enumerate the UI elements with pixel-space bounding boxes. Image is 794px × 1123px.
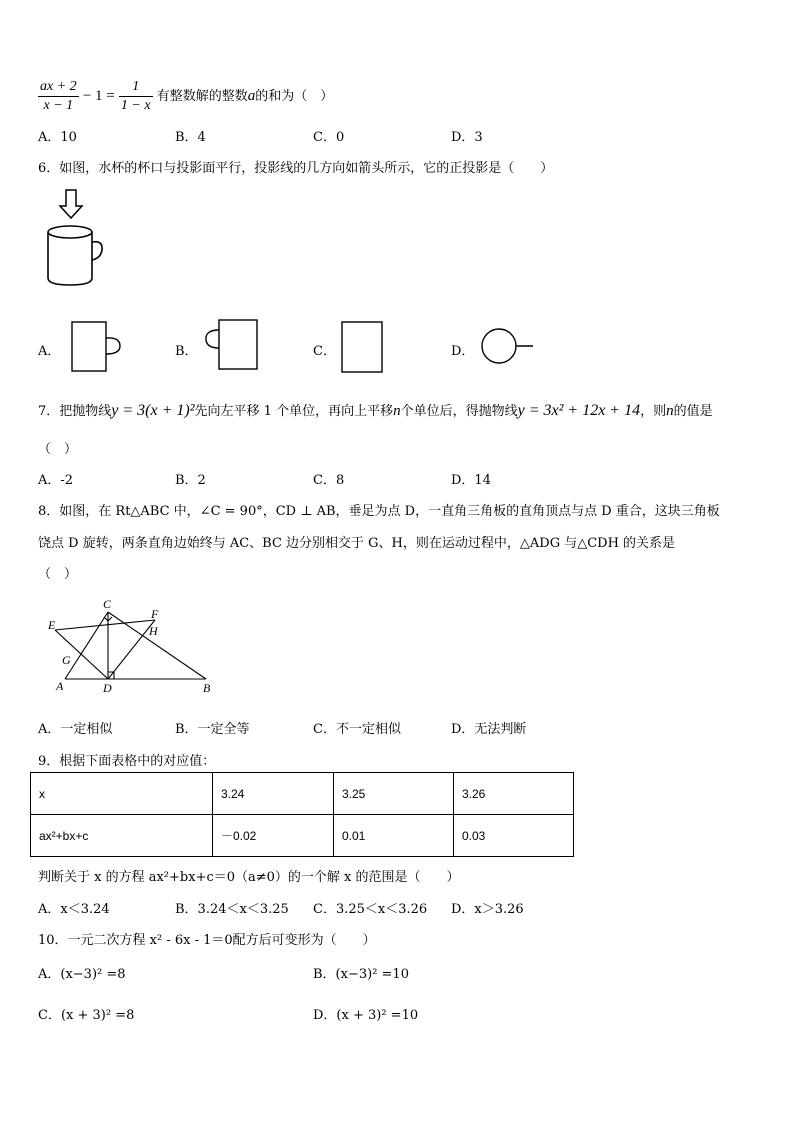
q5-option-d[interactable]: D．3 xyxy=(451,130,483,145)
q7-option-a[interactable]: A．-2 xyxy=(38,473,74,488)
down-arrow-icon xyxy=(60,190,82,218)
table-cell: －0.02 xyxy=(213,815,334,857)
table-cell: 0.03 xyxy=(454,815,574,857)
q7-option-d[interactable]: D．14 xyxy=(451,473,491,488)
q8-stem-line2: 饶点 D 旋转，两条直角边始终与 AC、BC 边分别相交于 G、H，则在运动过程中，△ADG 与△CDH 的关系是 xyxy=(38,536,676,551)
table-cell: 3.24 xyxy=(213,773,334,815)
label-e: E xyxy=(48,618,56,632)
q6-option-a-figure[interactable] xyxy=(70,320,130,375)
q10-stem: 10．一元二次方程 x² - 6x - 1＝0配方后可变形为（ ） xyxy=(38,933,376,948)
q8-option-a[interactable]: A．一定相似 xyxy=(38,722,113,737)
q9-stem: 9．根据下面表格中的对应值： xyxy=(38,754,216,769)
q10-option-d[interactable]: D．(x + 3)² =10 xyxy=(313,1008,419,1023)
q5-option-c[interactable]: C．0 xyxy=(313,130,345,145)
q6-option-c-label[interactable]: C． xyxy=(313,344,336,359)
q7-paren: （ ） xyxy=(38,442,78,457)
q8-option-d[interactable]: D．无法判断 xyxy=(451,722,527,737)
table-cell: 0.01 xyxy=(334,815,454,857)
q8-option-b[interactable]: B．一定全等 xyxy=(175,722,250,737)
label-a: A xyxy=(56,679,64,693)
q6-cup-figure xyxy=(40,186,110,291)
q5-fraction-1: $\frac{ax + 2}{x - 1}$ xyxy=(40,79,77,113)
q6-stem: 6．如图，水杯的杯口与投影面平行，投影线的几方向如箭头所示，它的正投影是（ ） xyxy=(38,161,554,176)
q9-question: 判断关于 x 的方程 ax²+bx+c＝0（a≠0）的一个解 x 的范围是（ ） xyxy=(38,870,460,885)
q9-value-table xyxy=(30,772,574,857)
q5-equation: $\frac{ax + 2}{x - 1}$ − 1 = $\frac{1}{1 - x}$ 有整数解的整数a的和为（ ） xyxy=(40,79,334,113)
q8-option-c[interactable]: C．不一定相似 xyxy=(313,722,401,737)
q8-triangle-figure xyxy=(40,595,220,695)
q7-stem: 7．把抛物线y = 3(x + 1)²先向左平移 1 个单位，再向上平移n个单位后，得抛物线y = 3x² + 12x + 14，则n的值是 xyxy=(38,402,713,419)
q8-stem-line1: 8．如图，在 Rt△ABC 中，∠C = 90°，CD ⊥ AB，垂足为点 D，一直角三角板的直角顶点与点 D 重合，这块三角板 xyxy=(38,504,720,519)
q5-fraction-2: $\frac{1}{1 - x}$ xyxy=(120,79,151,113)
label-g: G xyxy=(62,653,71,667)
label-h: H xyxy=(149,624,158,638)
q9-option-c[interactable]: C．3.25＜x＜3.26 xyxy=(313,902,428,917)
table-cell: x xyxy=(31,773,213,815)
q10-option-c[interactable]: C．(x + 3)² =8 xyxy=(38,1008,135,1023)
q7-option-c[interactable]: C．8 xyxy=(313,473,345,488)
q5-option-a[interactable]: A．10 xyxy=(38,130,77,145)
label-c: C xyxy=(103,597,112,611)
table-row xyxy=(31,773,574,815)
q9-option-a[interactable]: A．x＜3.24 xyxy=(38,902,110,917)
q5-option-b[interactable]: B．4 xyxy=(175,130,206,145)
table-row xyxy=(31,815,574,857)
label-b: B xyxy=(203,681,211,695)
q6-option-b-figure[interactable] xyxy=(203,318,263,373)
table-cell: 3.26 xyxy=(454,773,574,815)
q6-option-a-label[interactable]: A． xyxy=(38,344,61,359)
table-cell: ax²+bx+c xyxy=(31,815,213,857)
q6-option-d-label[interactable]: D． xyxy=(451,344,475,359)
q6-option-c-figure[interactable] xyxy=(340,320,385,375)
q6-option-d-figure[interactable] xyxy=(480,327,540,367)
label-d: D xyxy=(103,681,112,695)
q6-option-b-label[interactable]: B． xyxy=(175,344,198,359)
label-f: F xyxy=(151,607,159,621)
q10-option-b[interactable]: B．(x−3)² =10 xyxy=(313,967,409,982)
q9-option-b[interactable]: B．3.24＜x＜3.25 xyxy=(175,902,289,917)
q10-option-a[interactable]: A．(x−3)² =8 xyxy=(38,967,126,982)
q8-paren: （ ） xyxy=(38,567,78,582)
q7-option-b[interactable]: B．2 xyxy=(175,473,206,488)
table-cell: 3.25 xyxy=(334,773,454,815)
q9-option-d[interactable]: D．x＞3.26 xyxy=(451,902,524,917)
